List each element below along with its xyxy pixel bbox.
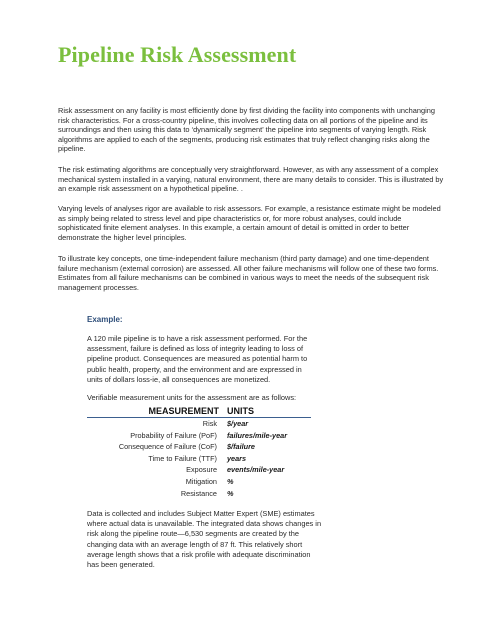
units-intro-text: Verifiable measurement units for the assessment are as follows: (87, 393, 297, 402)
measurement-cell: Consequence of Failure (CoF) (118, 442, 217, 452)
example-heading: Example: (87, 315, 123, 324)
measurement-cell: Exposure (186, 465, 217, 475)
table-row (87, 476, 311, 488)
example-closing-paragraph: Data is collected and includes Subject Matter Expert (SME) estimates where actual data is unavailable. The integrated data shows changes in risk along the pipeline route—6,530 segments are created by the changing data with an average length of 87 ft. This relatively short average length shows that a risk profile with adequate discrimination has been generated. (87, 509, 322, 570)
table-header-row (87, 406, 311, 418)
unit-cell: % (227, 476, 234, 486)
measurement-cell: Time to Failure (TTF) (148, 453, 217, 463)
intro-paragraph-3: Varying levels of analyses rigor are available to risk assessors. For example, a resistance estimate might be modeled as simply being related to stress level and pipe characteristics or, for more robust analyses, could include sophisticated finite element analyses. In this example, a certain amount of detail is omitted in order to better demonstrate the higher level principles. (58, 204, 441, 242)
table-row (87, 488, 311, 500)
table-row (87, 441, 311, 453)
example-intro-paragraph: A 120 mile pipeline is to have a risk assessment performed. For the assessment, failure is defined as loss of integrity leading to loss of pipeline product. Consequences are measured as potential harm to public health, property, and the environment and are expressed in units of dollars loss-ie, all consequences are monetized. (87, 334, 308, 384)
document-title: Pipeline Risk Assessment (58, 42, 297, 67)
measurement-cell: Risk (202, 419, 217, 428)
table-row (87, 430, 311, 442)
measurement-cell: Mitigation (185, 476, 217, 486)
table-row (87, 464, 311, 476)
table-row (87, 453, 311, 465)
units-column-header: UNITS (223, 406, 311, 418)
unit-cell: % (227, 488, 234, 498)
intro-paragraph-2: The risk estimating algorithms are conceptually very straightforward. However, as with any assessment of a complex mechanical system installed in a varying, natural environment, there are many details to consider. This is illustrated by an example risk assessment on a hypothetical pipeline. . (58, 165, 444, 194)
measurement-units-table (87, 406, 311, 499)
unit-cell: events/mile-year (227, 465, 285, 475)
unit-cell: $/failure (227, 442, 255, 452)
unit-cell: years (227, 453, 247, 463)
intro-paragraph-1: Risk assessment on any facility is most efficiently done by first dividing the facility into components with unchanging risk characteristics. For a cross-country pipeline, this involves collecting data on all portions of the pipeline and its surroundings and then using this data to ‘dynamically segment’ the pipeline into segments of varying length. Risk algorithms are applied to each of the segments, producing risk estimates that truly reflect changing risks along the pipeline. (58, 106, 435, 154)
table-row (87, 418, 311, 430)
intro-paragraph-4: To illustrate key concepts, one time-independent failure mechanism (third party damage) and one time-dependent failure mechanism (external corrosion) are assessed. All other failure mechanisms will follow one of these two forms. Estimates from all failure mechanisms can be combined in various ways to meet the needs of the subsequent risk management processes. (58, 254, 439, 292)
measurement-cell: Probability of Failure (PoF) (130, 430, 217, 440)
unit-cell: failures/mile-year (227, 430, 288, 440)
unit-cell: $/year (227, 419, 249, 428)
measurement-cell: Resistance (180, 488, 217, 498)
measurement-column-header: MEASUREMENT (87, 406, 223, 418)
